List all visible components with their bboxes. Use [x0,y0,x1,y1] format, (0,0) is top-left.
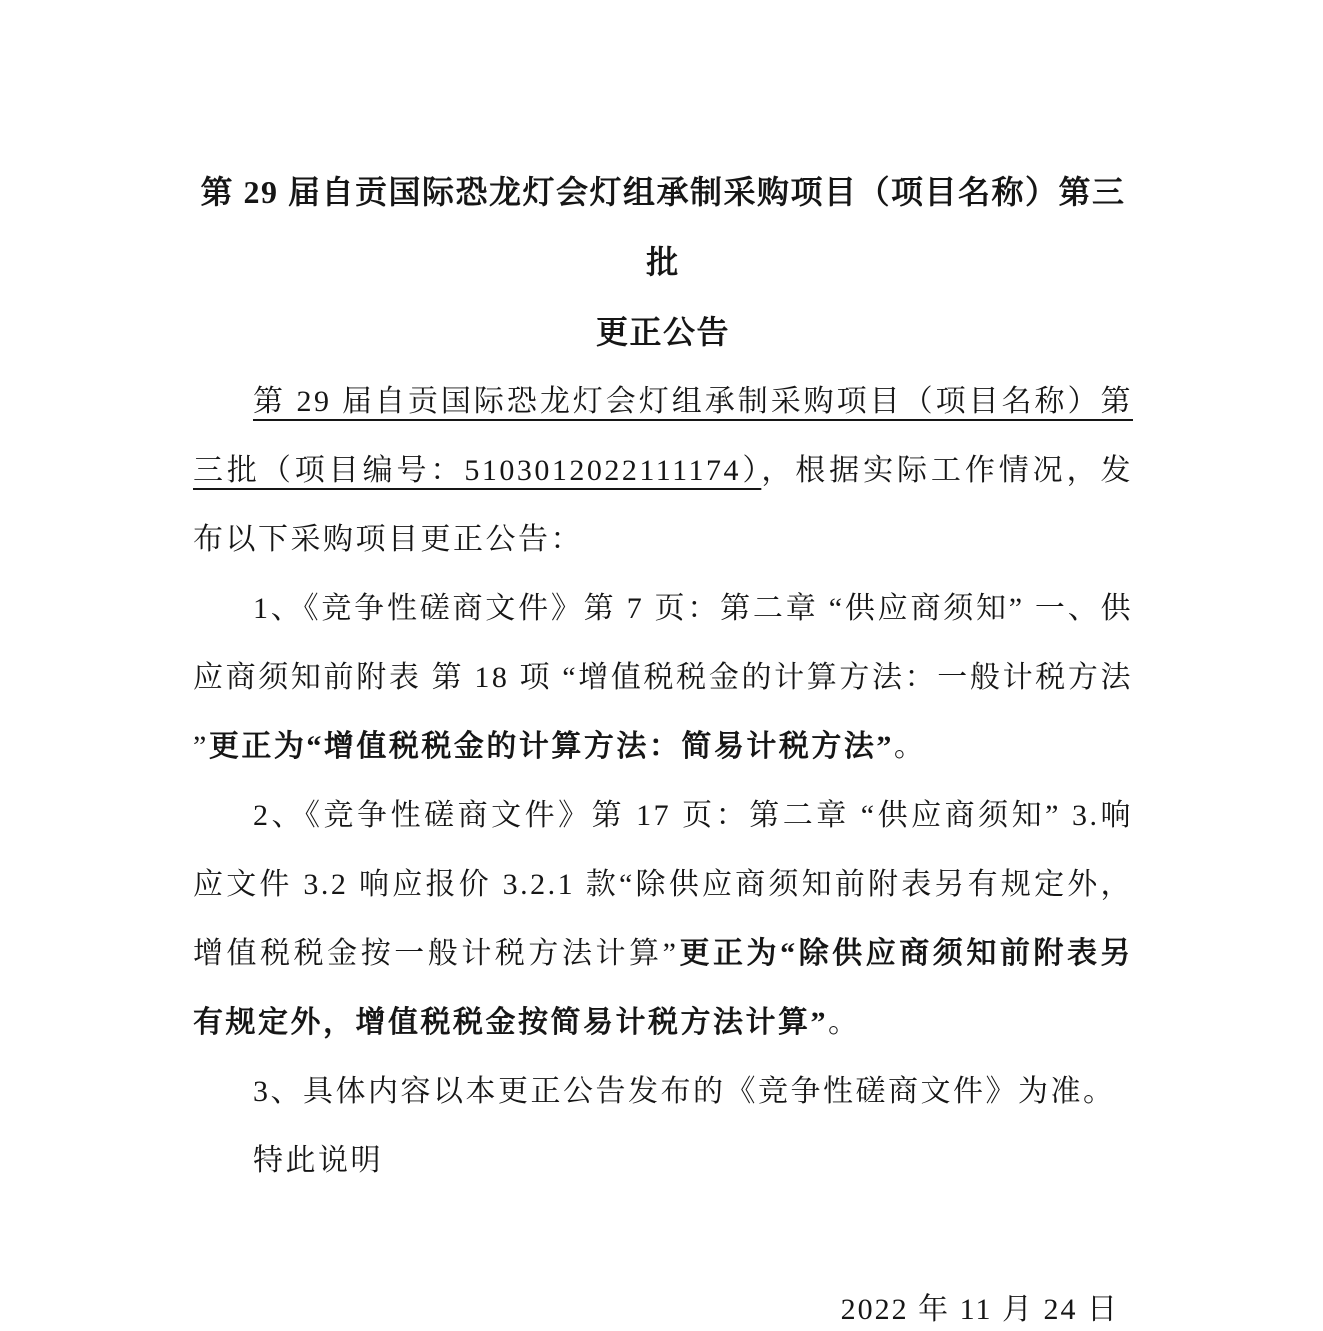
correction-3-text: 3、具体内容以本更正公告发布的《竞争性磋商文件》为准。 [253,1075,1116,1108]
correction-1-corrected-text: 更正为“增值税税金的计算方法：简易计税方法” [208,730,894,763]
date-text: 2022 年 11 月 24 日 [840,1293,1119,1326]
correction-1-period: 。 [893,730,927,763]
closing-text: 特此说明 [253,1144,383,1177]
paragraph-correction-1 [193,574,1133,781]
title-line-2: 更正公告 [595,314,730,350]
document-body [193,367,1133,1331]
project-name-underlined: 第 29 届自贡国际恐龙灯会灯组承制采购项目（项目名称）第三批（项目编号：5103012022111174） [193,385,1133,487]
document-date [193,1275,1133,1331]
title-line-1: 第 29 届自贡国际恐龙灯会灯组承制采购项目（项目名称）第三批 [200,174,1126,280]
intro-rest-text: ，根据实际工作情况，发布以下采购项目更正公告： [193,454,1133,556]
correction-2-period: 。 [828,1006,861,1039]
paragraph-closing [193,1126,1133,1195]
document-title [193,157,1133,367]
correction-2-original-text: 2、《竞争性磋商文件》第 17 页：第二章 “供应商须知” 3.响应文件 3.2 响应报价 3.2.1 款“除供应商须知前附表另有规定外，增值税税金按一般计税方法计算” [193,799,1133,970]
paragraph-correction-2 [193,781,1133,1057]
correction-2-corrected-text: 更正为“除供应商须知前附表另有规定外，增值税税金按简易计税方法计算” [193,937,1133,1039]
correction-1-original-text: 1、《竞争性磋商文件》第 7 页：第二章 “供应商须知” 一、供应商须知前附表 第 18 项 “增值税税金的计算方法：一般计税方法 ” [193,592,1133,763]
paragraph-correction-3 [193,1057,1133,1126]
paragraph-intro [193,367,1133,574]
